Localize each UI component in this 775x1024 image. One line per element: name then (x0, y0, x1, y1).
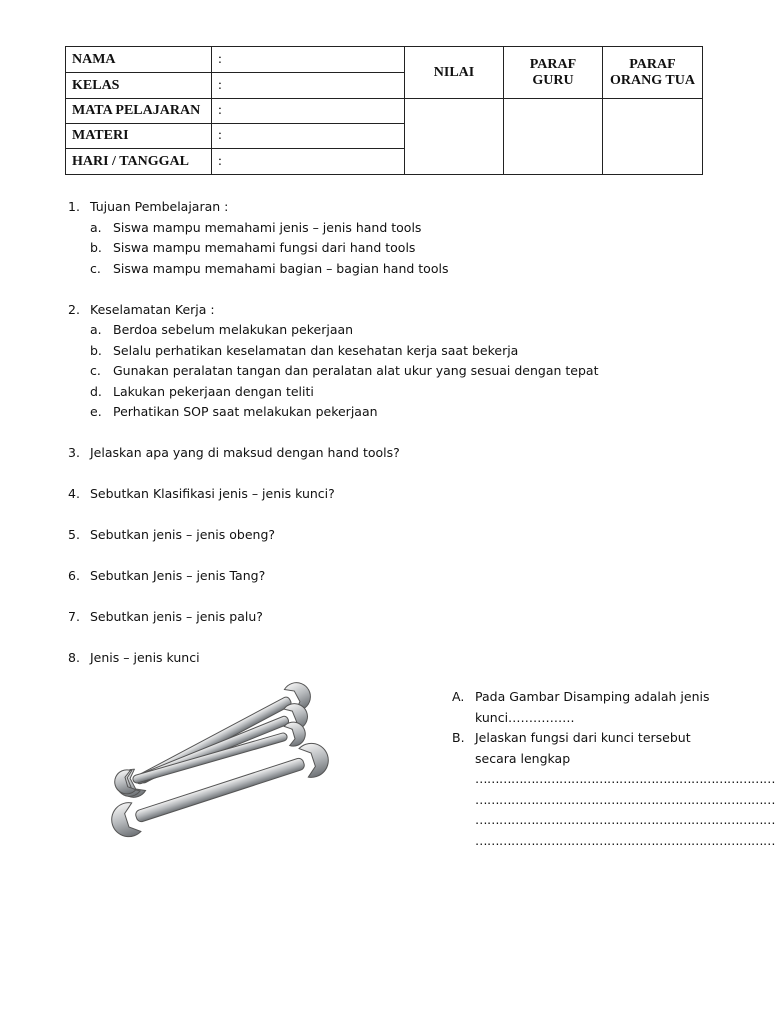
list-item (68, 361, 718, 382)
item-text: Siswa mampu memahami jenis – jenis hand tools (113, 219, 422, 235)
paraf-guru-line2: GURU (532, 72, 574, 88)
item-text: Perhatikan SOP saat melakukan pekerjaan (113, 404, 378, 419)
item-letter: b. (90, 342, 102, 358)
nilai-box[interactable] (405, 99, 504, 175)
question-text: Keselamatan Kerja : (90, 301, 215, 317)
question-number: 7. (68, 609, 80, 624)
field-nama[interactable]: : (212, 47, 405, 73)
student-info-table (65, 46, 703, 175)
item-text: Pada Gambar Disamping adalah jenis (475, 689, 710, 704)
question-4 (68, 484, 718, 505)
question-text: Sebutkan Jenis – jenis Tang? (90, 568, 266, 583)
paraf-guru-header (504, 47, 603, 99)
list-item-continuation (452, 749, 722, 770)
field-hari-tanggal[interactable]: : (212, 149, 405, 175)
list-item (68, 320, 718, 341)
field-mata-pelajaran[interactable]: : (212, 99, 405, 124)
question-6 (68, 566, 718, 587)
question-number: 5. (68, 527, 80, 542)
item-text: Siswa mampu memahami fungsi dari hand tools (113, 240, 416, 255)
list-item (68, 218, 718, 239)
list-item (68, 259, 718, 280)
question-7 (68, 607, 718, 628)
paraf-ortu-header (603, 47, 703, 99)
item-text: secara lengkap (475, 750, 571, 766)
field-materi[interactable]: : (212, 124, 405, 149)
answer-blank[interactable]: kunci……………. (475, 709, 575, 725)
image-questions (452, 687, 775, 851)
list-item (452, 728, 722, 749)
question-text: Tujuan Pembelajaran : (90, 199, 229, 214)
question-8 (68, 648, 718, 669)
item-letter: c. (90, 363, 101, 378)
paraf-guru-line1: PARAF (529, 56, 577, 72)
paraf-ortu-line2: ORANG TUA (610, 72, 695, 88)
list-item (68, 382, 718, 403)
paraf-ortu-box[interactable] (603, 99, 703, 175)
item-text: Berdoa sebelum melakukan pekerjaan (113, 322, 354, 337)
label-materi: MATERI (66, 124, 212, 149)
list-item (68, 238, 718, 259)
label-kelas: KELAS (66, 73, 212, 99)
item-letter: A. (452, 689, 465, 704)
list-item (452, 687, 722, 708)
item-letter: b. (90, 240, 102, 255)
wrench-set-image (102, 680, 328, 855)
question-2 (68, 300, 718, 321)
wrench-icon (102, 680, 328, 855)
item-letter: a. (90, 219, 102, 235)
field-kelas[interactable]: : (212, 73, 405, 99)
question-5 (68, 525, 718, 546)
paraf-guru-box[interactable] (504, 99, 603, 175)
list-item (68, 402, 718, 423)
item-letter: e. (90, 404, 102, 419)
paraf-ortu-line1: PARAF (629, 56, 676, 72)
question-number: 1. (68, 199, 80, 214)
answer-line[interactable]: ………………………………………………………………… (475, 791, 775, 807)
question-text: Sebutkan Klasifikasi jenis – jenis kunci? (90, 486, 335, 501)
label-hari-tanggal: HARI / TANGGAL (66, 149, 212, 175)
item-text: Gunakan peralatan tangan dan peralatan alat ukur yang sesuai dengan tepat (113, 363, 599, 378)
item-letter: B. (452, 730, 465, 745)
question-3 (68, 443, 718, 464)
item-letter: d. (90, 383, 102, 399)
question-number: 3. (68, 445, 80, 460)
item-text: Jelaskan fungsi dari kunci tersebut (475, 730, 691, 745)
question-number: 6. (68, 568, 80, 583)
nilai-header: NILAI (405, 47, 504, 99)
item-text: Siswa mampu memahami bagian – bagian hand tools (113, 260, 449, 276)
question-number: 8. (68, 650, 80, 665)
question-1 (68, 197, 718, 218)
question-text: Jelaskan apa yang di maksud dengan hand tools? (90, 445, 400, 460)
item-text: Selalu perhatikan keselamatan dan kesehatan kerja saat bekerja (113, 342, 519, 358)
question-text: Sebutkan jenis – jenis palu? (90, 609, 263, 624)
list-item (68, 341, 718, 362)
list-item-continuation (452, 708, 722, 729)
label-mata-pelajaran: MATA PELAJARAN (66, 99, 212, 124)
question-number: 4. (68, 486, 80, 501)
question-text: Sebutkan jenis – jenis obeng? (90, 527, 276, 542)
item-letter: c. (90, 260, 101, 276)
label-nama: NAMA (66, 47, 212, 73)
item-text: Lakukan pekerjaan dengan teliti (113, 383, 314, 399)
item-letter: a. (90, 322, 102, 337)
worksheet-content (68, 197, 718, 669)
answer-line[interactable]: ………………………………………………………………… (475, 832, 775, 848)
answer-line[interactable]: ………………………………………………………………… (475, 812, 775, 827)
question-text: Jenis – jenis kunci (90, 650, 200, 665)
answer-line[interactable]: ………………………………………………………………… (475, 771, 775, 786)
question-number: 2. (68, 301, 80, 317)
